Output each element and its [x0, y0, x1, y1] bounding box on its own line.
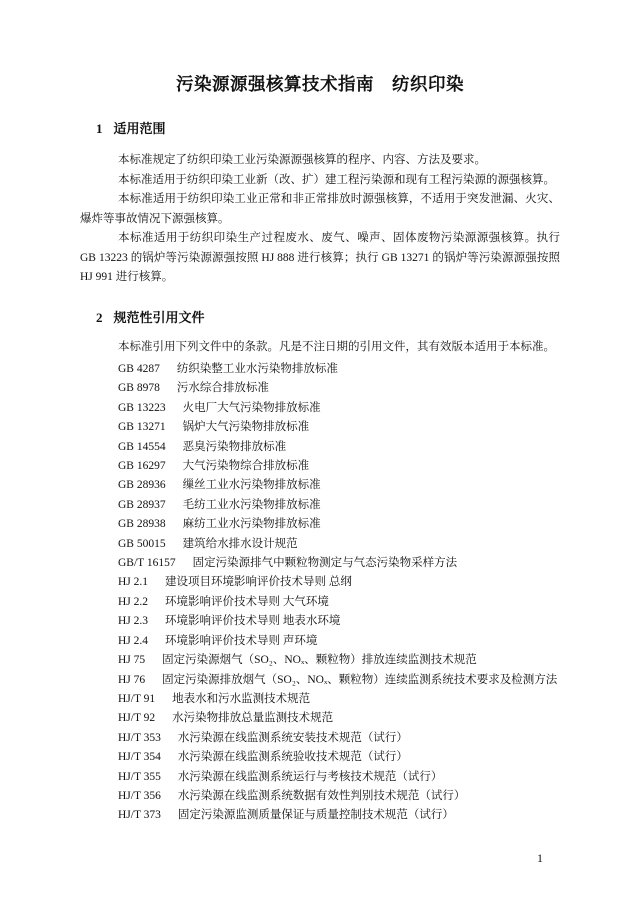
paragraph: 本标准适用于纺织印染工业正常和非正常排放时源强核算，不适用于突发泄漏、火灾、爆炸等事故情况下源强核算。: [80, 193, 560, 225]
reference-title: 水污染源在线监测系统验收技术规范（试行）: [177, 751, 408, 764]
reference-title: 地表水和污水监测技术规范: [172, 692, 311, 705]
reference-title: 水污染源在线监测系统运行与考核技术规范（试行）: [177, 770, 443, 783]
section-2-heading: [80, 310, 560, 326]
reference-code: HJ/T 91: [118, 692, 156, 705]
references-intro: 本标准引用下列文件中的条款。凡是不注日期的引用文件，其有效版本适用于本标准。: [118, 340, 555, 353]
reference-code: HJ/T 355: [118, 770, 161, 783]
reference-title: 毛纺工业水污染物排放标准: [182, 498, 321, 511]
reference-title: 污水综合排放标准: [176, 382, 269, 395]
reference-item: [80, 399, 560, 418]
reference-title: 建设项目环境影响评价技术导则 总纲: [165, 576, 352, 589]
reference-title: 环境影响评价技术导则 地表水环境: [165, 615, 341, 628]
reference-code: HJ 2.2: [118, 595, 149, 608]
reference-code: HJ/T 353: [118, 731, 161, 744]
reference-item: [80, 360, 560, 379]
reference-code: GB 28936: [118, 479, 166, 492]
reference-code: GB 14554: [118, 440, 166, 453]
page-number: 1: [537, 851, 543, 865]
reference-code: HJ 76: [118, 673, 146, 686]
reference-item: [80, 787, 560, 806]
reference-title: 水污染源在线监测系统数据有效性判别技术规范（试行）: [177, 789, 466, 802]
section-2-title: 规范性引用文件: [113, 309, 205, 325]
reference-item: [80, 651, 560, 670]
reference-title: 锅炉大气污染物排放标准: [182, 421, 310, 434]
reference-item: [80, 554, 560, 573]
reference-item: [80, 632, 560, 651]
reference-item: [80, 593, 560, 612]
reference-title: 建筑给水排水设计规范: [182, 537, 298, 550]
reference-title: 固定污染源排气中颗粒物测定与气态污染物采样方法: [192, 557, 458, 570]
reference-item: [80, 806, 560, 825]
reference-code: GB 13223: [118, 401, 166, 414]
reference-item: [80, 690, 560, 709]
reference-code: HJ 2.3: [118, 615, 149, 628]
reference-code: GB 50015: [118, 537, 166, 550]
section-1-number: 1: [96, 121, 103, 136]
reference-title: 水污染物排放总量监测技术规范: [172, 712, 334, 725]
reference-item: [80, 418, 560, 437]
reference-code: HJ 75: [118, 654, 146, 667]
reference-code: GB 28938: [118, 518, 166, 531]
reference-title: 水污染源在线监测系统安装技术规范（试行）: [177, 731, 408, 744]
references-list: [80, 360, 560, 826]
section-1-heading: [80, 121, 560, 137]
reference-title: 火电厂大气污染物排放标准: [182, 401, 321, 414]
reference-code: GB 8978: [118, 382, 160, 395]
reference-code: GB/T 16157: [118, 557, 176, 570]
section-2-number: 2: [96, 309, 103, 325]
reference-code: HJ 2.4: [118, 634, 149, 647]
reference-item: [80, 476, 560, 495]
reference-item: [80, 709, 560, 728]
reference-title: 环境影响评价技术导则 声环境: [165, 634, 318, 647]
reference-item: [80, 496, 560, 515]
reference-title: 大气污染物综合排放标准: [182, 460, 310, 473]
reference-item: [80, 438, 560, 457]
reference-title: 固定污染源监测质量保证与质量控制技术规范（试行）: [177, 809, 454, 822]
reference-code: GB 4287: [118, 363, 160, 375]
reference-code: GB 16297: [118, 460, 166, 473]
reference-title: 固定污染源排放烟气（SO₂、NOₓ、颗粒物）连续监测系统技术要求及检测方法: [162, 673, 558, 686]
reference-title: 纺织染整工业水污染物排放标准: [176, 363, 338, 375]
reference-item: [80, 573, 560, 592]
paragraph: 本标准适用于纺织印染生产过程废水、废气、噪声、固体废物污染源源强核算。执行 GB 13223 的锅炉等污染源源强按照 HJ 888 进行核算；执行 GB 13271 的锅炉等污染源源强按照 HJ 991 进行核算。: [80, 232, 560, 283]
reference-item: [80, 535, 560, 554]
reference-code: HJ/T 92: [118, 712, 156, 725]
reference-code: GB 13271: [118, 421, 166, 434]
reference-item: [80, 729, 560, 748]
reference-title: 缫丝工业水污染物排放标准: [182, 479, 321, 492]
reference-item: [80, 748, 560, 767]
reference-code: HJ 2.1: [118, 576, 149, 589]
reference-item: [80, 457, 560, 476]
reference-title: 环境影响评价技术导则 大气环境: [165, 595, 329, 608]
reference-item: [80, 379, 560, 398]
reference-item: [80, 515, 560, 534]
reference-code: HJ/T 354: [118, 751, 161, 764]
reference-title: 固定污染源烟气（SO₂、NOₓ、颗粒物）排放连续监测技术规范: [162, 654, 477, 667]
reference-item: [80, 671, 560, 690]
document-title: 污染源源强核算技术指南 纺织印染: [176, 74, 464, 94]
reference-code: HJ/T 373: [118, 809, 161, 822]
reference-code: GB 28937: [118, 498, 166, 511]
reference-item: [80, 768, 560, 787]
paragraph: 本标准适用于纺织印染工业新（改、扩）建工程污染源和现有工程污染源的源强核算。: [118, 173, 555, 186]
section-1-title: 适用范围: [113, 121, 166, 136]
paragraph: 本标准规定了纺织印染工业污染源源强核算的程序、内容、方法及要求。: [118, 154, 486, 166]
reference-code: HJ/T 356: [118, 789, 161, 802]
reference-title: 麻纺工业水污染物排放标准: [182, 518, 321, 531]
reference-title: 恶臭污染物排放标准: [182, 440, 287, 453]
section-1-body: [80, 151, 560, 288]
reference-item: [80, 612, 560, 631]
